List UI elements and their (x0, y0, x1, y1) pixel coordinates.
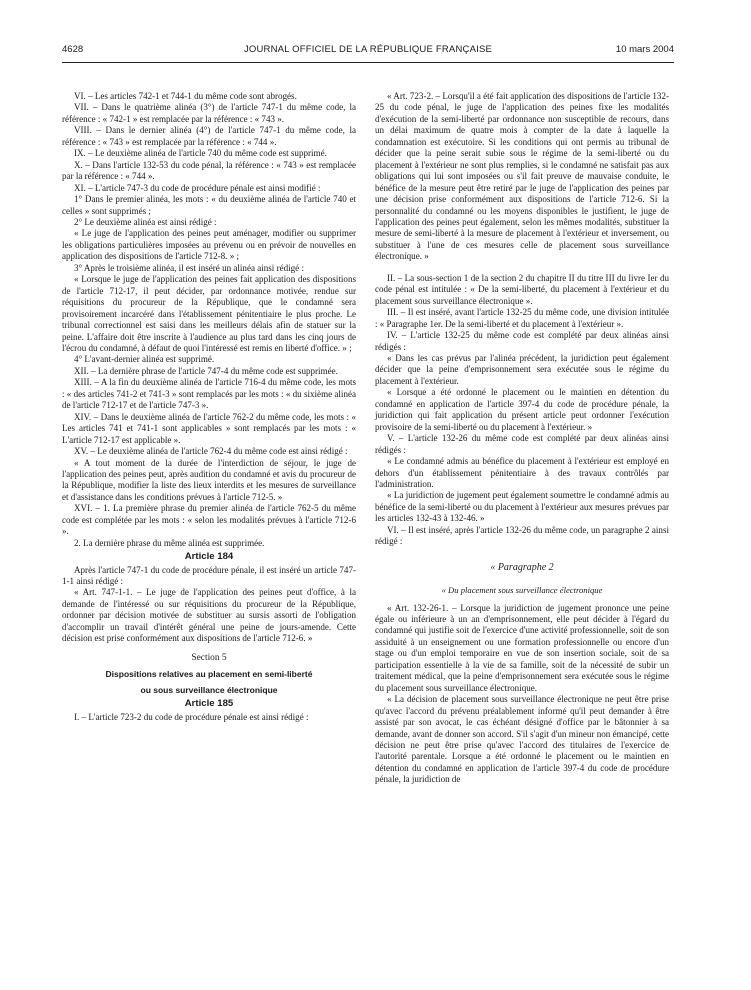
page-header (62, 44, 674, 60)
journal-title: JOURNAL OFFICIEL DE LA RÉPUBLIQUE FRANÇAISE (243, 44, 493, 55)
paragraph: « La juridiction de jugement peut également soumettre le condamné admis au bénéfice de la semi-liberté ou du placement à l'extérieur aux mesures prévues par les articles 132-43 à 132-46. » (375, 490, 670, 524)
paragraph: XIV. – Dans le deuxième alinéa de l'article 762-2 du même code, les mots : « Les articles 741 et 741-1 sont applicables » sont remplacés par les mots : « L'article 712-17 est applicable ». (62, 411, 356, 445)
paragraph: « La décision de placement sous surveillance électronique ne peut être prise qu'avec l'accord du prévenu préalablement informé qu'il peut demander à être assisté par son avocat, le cas échéant désigné d'office par le bâtonnier à sa demande, avant de donner son accord. S'il s'agit d'un mineur non émancipé, cette décision ne peut être prise qu'avec l'accord des titulaires de l'exercice de l'autorité parentale. Lorsque a été ordonné le placement ou le maintien en détention du condamné en application de l'article 397-4 du code de procédure pénale, la juridiction de (375, 694, 669, 785)
left-column (62, 91, 356, 723)
paragraph: VI. – Les articles 742-1 et 744-1 du même code sont abrogés. (74, 91, 297, 101)
paragraph: III. – Il est inséré, avant l'article 132-25 du même code, une division intitulée : « Paragraphe 1er. De la semi-liberté et du placement à l'extérieur ». (375, 307, 669, 329)
paragraph: V. – L'article 132-26 du même code est complété par deux alinéas ainsi rédigés : (375, 433, 669, 455)
paragraph: 3° Après le troisième alinéa, il est inséré un alinéa ainsi rédigé : (74, 262, 304, 273)
header-rule (62, 62, 674, 63)
paragraph: « Le condamné admis au bénéfice du placement à l'extérieur est employé en dehors d'un établissement pénitentiaire à des travaux contrôlés par l'administration. (375, 456, 669, 489)
paragraph: « Lorsque a été ordonné le placement ou le maintien en détention du condamné en application de l'article 397-4 du code de procédure pénale, la juridiction qui fait application du présent article peut ordonner l'exécution provisoire de la semi-liberté ou du placement à l'extérieur. » (375, 387, 669, 432)
paragraph: XIII. – A la fin du deuxième alinéa de l'article 716-4 du même code, les mots : « des articles 741-2 et 741-3 » sont remplacés par les mots : « du sixième alinéa de l'article 712-17 et de l'article 747-3 ». (62, 377, 356, 411)
issue-date: 10 mars 2004 (615, 44, 674, 55)
paragraph: XII. – La dernière phrase de l'article 747-4 du même code est supprimée. (74, 365, 338, 376)
paragraph: « Art. 723-2. – Lorsqu'il a été fait application des dispositions de l'article 132-25 du code pénal, le juge de l'application des peines fixe les modalités d'exécution de la semi-liberté par ordonnance non susceptible de recours, dans un délai maximum de quatre mois à compter de la date à laquelle la condamnation est exécutoire. Si les conditions qui ont permis au tribunal de décider que la peine serait subie sous le régime de la semi-liberté ou du placement à l'extérieur ne sont plus remplies, si le condamné ne satisfait pas aux obligations qui lui sont imposées ou s'il fait preuve de mauvaise conduite, le bénéfice de la mesure peut être retiré par le juge de l'application des peines par une décision prise conformément aux dispositions de l'article 712-6. Si la personnalité du condamné ou les moyens disponibles le justifient, le juge de l'application des peines peut également, selon les mêmes modalités, substituer la mesure de semi-liberté à la mesure de placement à l'extérieur et inversement, ou substituer à l'une de ces mesures celle de placement sous surveillance électronique. » (375, 91, 669, 262)
paragraph: « Lorsque le juge de l'application des peines fait application des dispositions de l'article 712-17, il peut décider, par ordonnance motivée, rendue sur réquisitions du procureur de la République, que le condamné sera provisoirement incarcéré dans l'établissement pénitentiaire le plus proche. Le tribunal correctionnel est saisi dans les meilleurs délais afin de statuer sur la peine. L'affaire doit être inscrite à l'audience au plus tard dans les cinq jours de l'écrou du condamné, à défaut de quoi l'intéressé est remis en liberté d'office. » ; (62, 274, 356, 353)
paragraph: X. – Dans l'article 132-53 du code pénal, la référence : « 743 » est remplacée par la référence : « 744 ». (62, 159, 356, 182)
paragraph: VII. – Dans le quatrième alinéa (3°) de l'article 747-1 du même code, la référence : « 742-1 » est remplacée par la référence : « 743 ». (62, 102, 356, 124)
article-heading: Article 184 (184, 551, 234, 563)
article-heading: Article 185 (184, 698, 234, 710)
paragraph: Après l'article 747-1 du code de procédure pénale, il est inséré un article 747-1-1 ainsi rédigé : (62, 564, 356, 587)
paragraph: « A tout moment de la durée de l'interdiction de séjour, le juge de l'application des peines peut, après audition du condamné et avis du procureur de la République, modifier la liste des lieux interdits et les mesures de surveillance et d'assistance dans les conditions prévues à l'article 712-5. » (62, 457, 356, 502)
paragraph: XVI. – 1. La première phrase du premier alinéa de l'article 762-5 du même code est complétée par les mots : « selon les modalités prévues à l'article 712-6 ». (62, 503, 356, 537)
paragraph: « Le juge de l'application des peines peut aménager, modifier ou supprimer les obligations particulières imposées au prévenu ou en prévoir de nouvelles en application des dispositions de l'article 712-8. » ; (62, 228, 356, 262)
paragraph: VI. – Il est inséré, après l'article 132-26 du même code, un paragraphe 2 ainsi rédigé : (375, 524, 669, 547)
paragraph: XI. – L'article 747-3 du code de procédure pénale est ainsi modifié : (74, 182, 321, 193)
paragraph: « Dans les cas prévus par l'alinéa précédent, la juridiction peut également décider que la peine d'emprisonnement sera exécutée sous le régime du placement à l'extérieur. (375, 352, 669, 386)
paragraph: II. – La sous-section 1 de la section 2 du chapitre II du titre III du livre Ier du code pénal est intitulée : « De la semi-liberté, du placement à l'extérieur et du placement sous surveillance électronique ». (375, 272, 669, 306)
paragraph: IX. – Le deuxième alinéa de l'article 740 du même code est supprimé. (74, 148, 327, 159)
paragraph: « Art. 747-1-1. – Le juge de l'application des peines peut d'office, à la demande de l'intéressé ou sur réquisitions du procureur de la République, ordonner par décision motivée de substituer au sursis assorti de l'obligation d'accomplir un travail d'intérêt général une peine de jours-amende. Cette décision est prise conformément aux dispositions de l'article 712-6. » (62, 587, 356, 644)
paragraph: 1° Dans le premier alinéa, les mots : « du deuxième alinéa de l'article 740 et celles » sont supprimés ; (62, 194, 356, 216)
paragraph: « Art. 132-26-1. – Lorsque la juridiction de jugement prononce une peine égale ou inférieure à un an d'emprisonnement, elle peut décider à l'égard du condamné qui justifie soit de l'exercice d'une activité professionnelle, soit de son assiduité à un enseignement ou une formation professionnelle ou encore d'un stage ou d'un emploi temporaire en vue de son insertion sociale, soit de sa participation essentielle à la vie de sa famille, soit de la nécessité de subir un traitement médical, que la peine d'emprisonnement sera exécutée sous le régime du placement sous surveillance électronique. (375, 602, 669, 693)
paragraph: 2° Le deuxième alinéa est ainsi rédigé : (74, 216, 217, 227)
paragraph: XV. – Le deuxième alinéa de l'article 762-4 du même code est ainsi rédigé : (74, 446, 348, 457)
paragraph: IV. – L'article 132-25 du même code est complété par deux alinéas ainsi rédigés : (375, 330, 669, 352)
paragraph-subtitle: « Du placement sous surveillance électronique (441, 585, 603, 596)
paragraph: 2. La dernière phrase du même alinéa est supprimée. (74, 537, 265, 548)
paragraph: VIII. – Dans le dernier alinéa (4°) de l'article 747-1 du même code, la référence : « 743 » est remplacée par la référence : « 744 ». (62, 125, 356, 147)
right-column (375, 91, 669, 786)
paragraph: I. – L'article 723-2 du code de procédure pénale est ainsi rédigé : (74, 711, 309, 722)
section-title-line-1: Dispositions relatives au placement en semi-liberté (105, 669, 313, 680)
page-number: 4628 (62, 44, 84, 55)
paragraph: 4° L'avant-dernier alinéa est supprimé. (74, 354, 215, 365)
section-title-line-2: ou sous surveillance électronique (140, 685, 278, 696)
paragraph-heading: « Paragraphe 2 (490, 561, 554, 573)
section-heading: Section 5 (191, 652, 227, 663)
